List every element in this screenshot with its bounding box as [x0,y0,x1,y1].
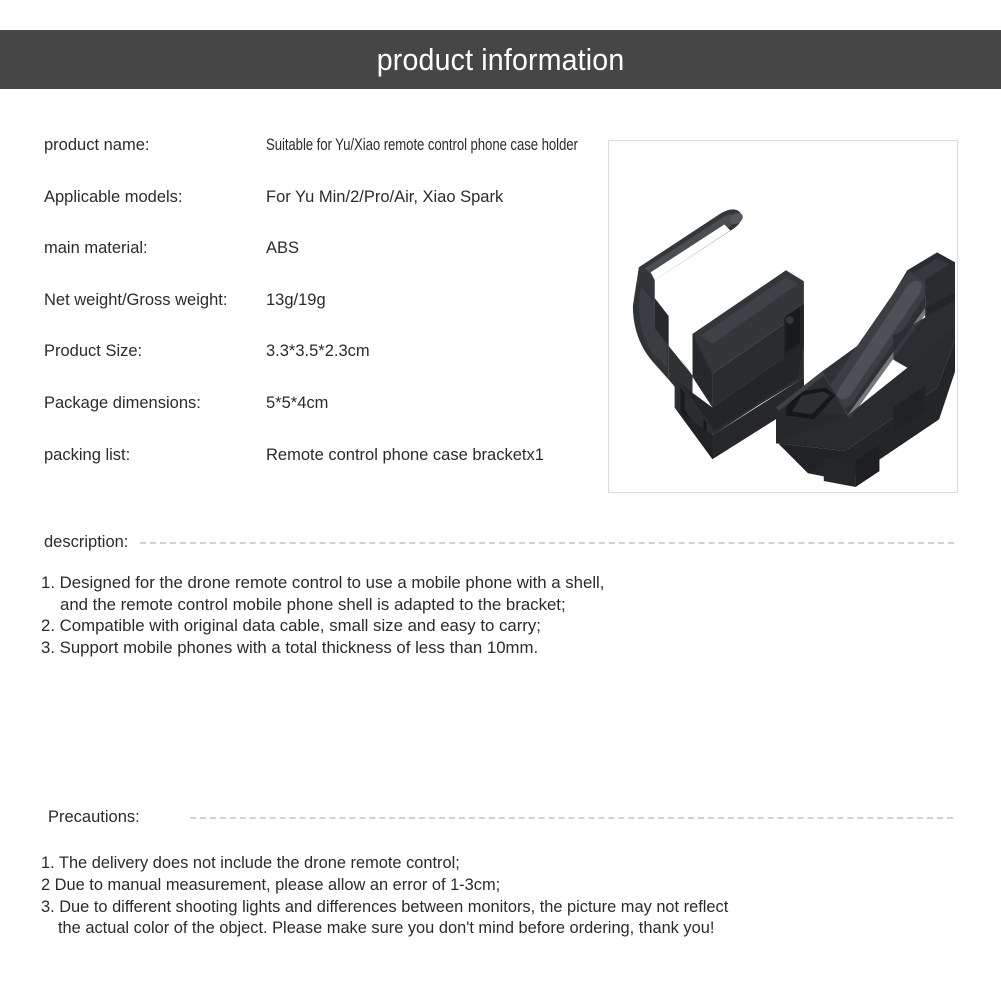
page-title: product information [376,42,625,77]
spec-label-product-size: Product Size: [44,342,143,361]
spec-value-package-dimensions: 5*5*4cm [266,393,329,412]
table-row [44,342,604,394]
table-row [44,136,604,188]
description-item-3: 3. Support mobile phones with a total thickness of less than 10mm. [41,637,539,657]
precautions-divider [190,817,953,819]
specification-table [44,136,604,497]
description-heading [44,531,954,553]
spec-value-applicable-models: For Yu Min/2/Pro/Air, Xiao Spark [266,187,504,206]
list-item [41,572,604,594]
table-row [44,239,604,291]
precautions-item-3-continued: the actual color of the object. Please make sure you don't mind before ordering, thank you! [58,919,715,938]
spec-value-main-material: ABS [266,239,300,258]
description-list [41,572,604,658]
table-row [44,446,604,498]
spec-label-net-gross-weight: Net weight/Gross weight: [44,290,228,309]
list-item [41,594,604,616]
table-row [44,291,604,343]
list-item [41,897,728,919]
spec-label-product-name: product name: [44,136,150,154]
table-row [44,188,604,240]
spec-label-packing-list: packing list: [44,445,131,464]
precautions-item-3: 3. Due to different shooting lights and differences between monitors, the picture may not reflect [41,897,729,916]
spec-label-applicable-models: Applicable models: [44,187,183,206]
spec-value-packing-list: Remote control phone case bracketx1 [266,445,544,464]
precautions-item-1: 1. The delivery does not include the drone remote control; [41,854,460,872]
description-item-2: 2. Compatible with original data cable, small size and easy to carry; [41,616,541,635]
precautions-item-2: 2 Due to manual measurement, please allow an error of 1-3cm; [41,875,501,894]
list-item [41,637,604,659]
spec-value-net-gross-weight: 13g/19g [266,290,326,309]
header-bar [0,30,1001,89]
table-row [44,394,604,446]
list-item [41,853,728,875]
list-item [41,918,728,940]
product-photo [609,141,957,492]
spec-label-main-material: main material: [44,239,148,258]
precautions-label: Precautions: [48,807,140,826]
list-item [41,875,728,897]
spec-label-package-dimensions: Package dimensions: [44,393,201,412]
list-item [41,615,604,637]
precautions-heading [48,806,953,828]
description-item-1: 1. Designed for the drone remote control to use a mobile phone with a shell, [41,573,605,592]
product-image-frame [608,140,958,493]
description-divider [140,542,954,544]
precautions-list [41,853,728,940]
spec-value-product-name: Suitable for Yu/Xiao remote control phone case holder [266,136,578,154]
description-label: description: [44,532,129,551]
spec-value-product-size: 3.3*3.5*2.3cm [266,342,370,361]
description-item-1-continued: and the remote control mobile phone shell is adapted to the bracket; [60,594,566,614]
